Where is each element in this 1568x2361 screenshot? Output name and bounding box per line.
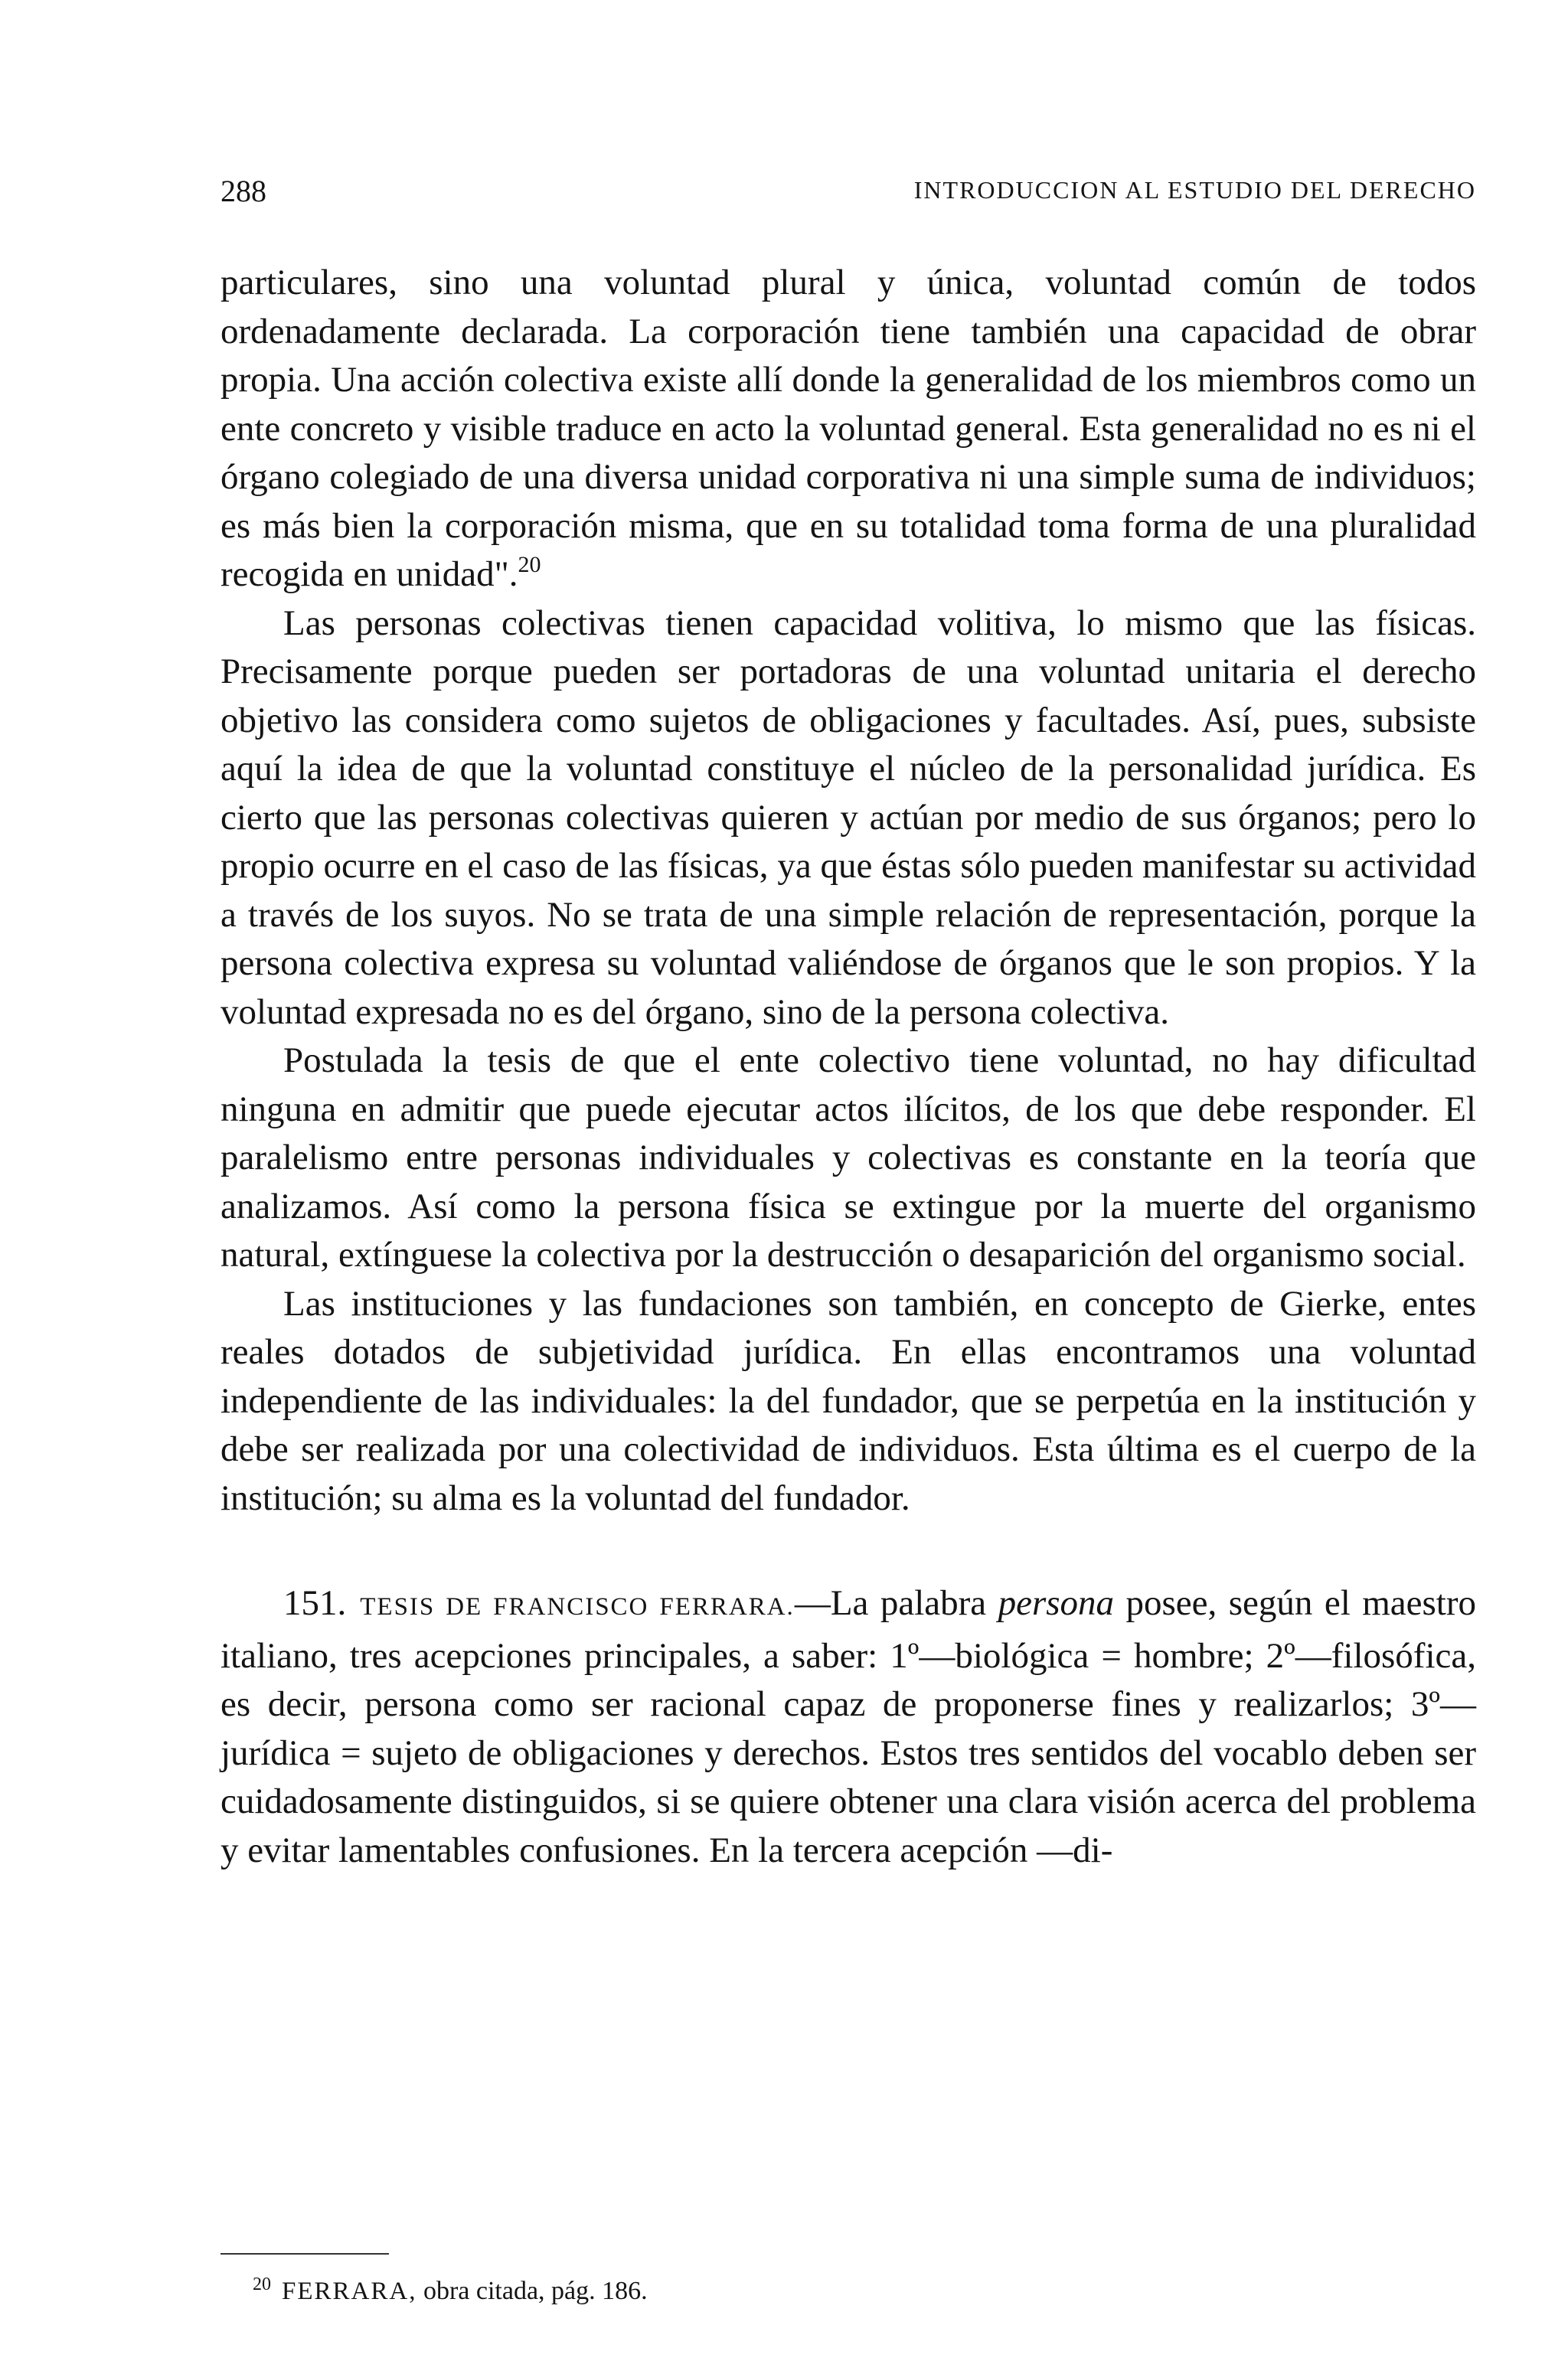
- footnote-text: obra citada, pág. 186.: [416, 2277, 648, 2305]
- paragraph-4: Las instituciones y las fundaciones son también, en concepto de Gierke, entes reales dotados de subjetividad jurídica. En ellas encontramos una voluntad independiente de las individuales: la del fundador, que se perpetúa en la institución y debe ser realizada por una colectividad de individuos. Esta última es el cuerpo de la institución; su alma es la voluntad del fundador.: [220, 1283, 1476, 1518]
- section-lead: —La palabra: [794, 1583, 998, 1623]
- paragraph-1: [220, 259, 1476, 599]
- paragraph-2: Las personas colectivas tienen capacidad volitiva, lo mismo que las físicas. Precisamente porque pueden ser portadoras de una voluntad unitaria el derecho objetivo las considera como sujetos de obligaciones y facultades. Así, pues, subsiste aquí la idea de que la voluntad constituye el núcleo de la personalidad jurídica. Es cierto que las personas colectivas quieren y actúan por medio de sus órganos; pero lo propio ocurre en el caso de las físicas, ya que éstas sólo pueden manifestar su actividad a través de los suyos. No se trata de una simple relación de representación, porque la persona colectiva expresa su voluntad valiéndose de órganos que le son propios. Y la voluntad expresada no es del órgano, sino de la persona colectiva.: [220, 602, 1476, 1032]
- section-number: 151.: [283, 1583, 347, 1623]
- footnote-rule: [220, 2253, 389, 2255]
- footnote: [253, 2268, 648, 2308]
- section-heading: TESIS DE FRANCISCO FERRARA.: [360, 1593, 795, 1621]
- running-head: [220, 173, 1476, 219]
- running-title: INTRODUCCION AL ESTUDIO DEL DERECHO: [913, 176, 1476, 204]
- body-text: [220, 259, 1476, 1875]
- section-italic-term: persona: [998, 1583, 1115, 1623]
- footnote-reference: 20: [518, 552, 541, 577]
- section-151: [220, 1579, 1476, 1875]
- footnote-author: FERRARA,: [282, 2278, 417, 2305]
- footnote-mark: 20: [253, 2274, 271, 2294]
- section-text: posee, según el maestro italiano, tres acepciones principales, a saber: 1º—biológica = hombre; 2º—filosófica, es decir, persona como ser racional capaz de proponerse fines y realizarlos; 3º—jurídica = sujeto de obligaciones y derechos. Estos tres sentidos del vocablo deben ser cuidadosamente distinguidos, si se quiere obtener una clara visión acerca del problema y evitar lamentables confusiones. En la tercera acepción —di-: [220, 1583, 1476, 1870]
- page-number: 288: [220, 174, 266, 208]
- paragraph-1-text: particulares, sino una voluntad plural y única, voluntad común de todos ordenadamente declarada. La corporación tiene también una capacidad de obrar propia. Una acción colectiva existe allí donde la generalidad de los miembros como un ente concreto y visible traduce en acto la voluntad general. Esta generalidad no es ni el órgano colegiado de una diversa unidad corporativa ni una simple suma de individuos; es más bien la corporación misma, que en su totalidad toma forma de una pluralidad recogida en unidad".: [220, 263, 1476, 594]
- paragraph-3: Postulada la tesis de que el ente colectivo tiene voluntad, no hay dificultad ninguna en admitir que puede ejecutar actos ilícitos, de los que debe responder. El paralelismo entre personas individuales y colectivas es constante en la teoría que analizamos. Así como la persona física se extingue por la muerte del organismo natural, extínguese la colectiva por la destrucción o desaparición del organismo social.: [220, 1040, 1476, 1275]
